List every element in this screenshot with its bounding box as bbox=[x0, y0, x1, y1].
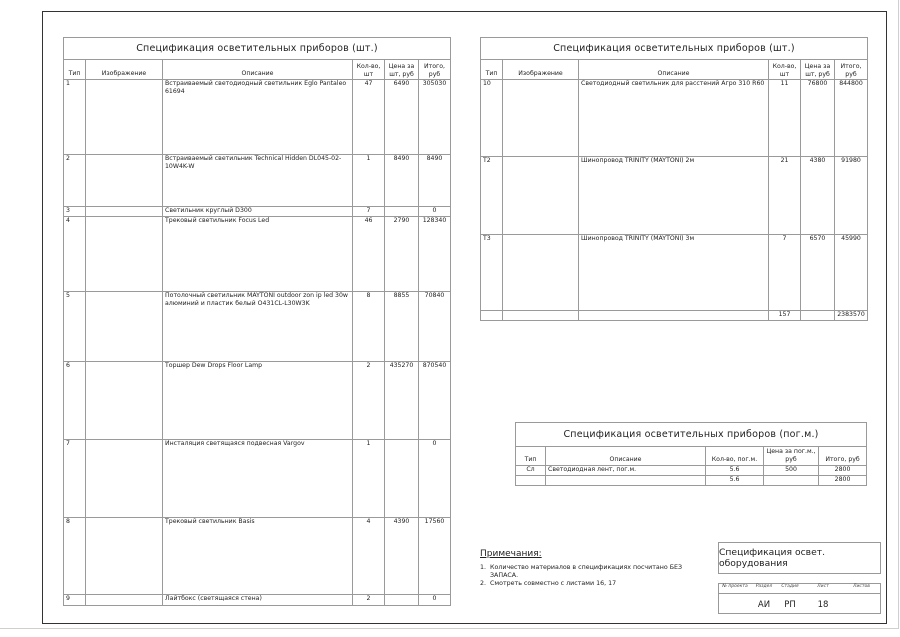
row-total: 8490 bbox=[419, 155, 451, 207]
notes-title: Примечания: bbox=[480, 549, 542, 559]
row-type: 10 bbox=[481, 80, 503, 157]
row-type: T2 bbox=[481, 157, 503, 235]
row-type: 9 bbox=[64, 595, 86, 606]
row-total: 305030 bbox=[419, 80, 451, 155]
row-image bbox=[503, 80, 579, 157]
row-type: 8 bbox=[64, 518, 86, 595]
row-description: Инсталяция светящаяся подвесная Vargov bbox=[163, 440, 353, 518]
totals-row bbox=[516, 476, 867, 486]
totals-row bbox=[481, 311, 868, 321]
row-description: Встраиваемый светильник Technical Hidden DL045-02-10W4K-W bbox=[163, 155, 353, 207]
left-spec-table bbox=[63, 37, 451, 606]
row-qty: 8 bbox=[353, 292, 385, 362]
header-total: Итого, руб bbox=[819, 447, 867, 466]
row-price bbox=[385, 595, 419, 606]
stamp-header-section: Раздел bbox=[755, 584, 773, 589]
table-row bbox=[64, 80, 451, 155]
header-description: Описание bbox=[546, 447, 706, 466]
header-total: Итого, руб bbox=[419, 60, 451, 80]
table-row bbox=[481, 80, 868, 157]
row-description: Трековый светильник Focus Led bbox=[163, 217, 353, 292]
table-row bbox=[481, 235, 868, 311]
linear-table-title: Спецификация осветительных приборов (пог.м.) bbox=[516, 423, 867, 447]
header-image: Изображение bbox=[503, 60, 579, 80]
stamp-value-sheet: 18 bbox=[817, 599, 829, 610]
row-description: Трековый светильник Basis bbox=[163, 518, 353, 595]
row-image bbox=[86, 362, 163, 440]
note-number: 2. bbox=[480, 580, 487, 587]
total-qty: 5.6 bbox=[706, 476, 764, 486]
row-image bbox=[86, 217, 163, 292]
row-price: 4380 bbox=[801, 157, 835, 235]
row-type: 2 bbox=[64, 155, 86, 207]
row-price: 4390 bbox=[385, 518, 419, 595]
row-image bbox=[503, 157, 579, 235]
empty-cell bbox=[546, 476, 706, 486]
row-description: Торшер Dew Drops Floor Lamp bbox=[163, 362, 353, 440]
header-qty: Кол-во, шт bbox=[353, 60, 385, 80]
header-price: Цена за пог.м., руб bbox=[764, 447, 819, 466]
row-price bbox=[385, 207, 419, 217]
stamp-header-stage: Стадия bbox=[781, 584, 799, 589]
row-description: Светодиодный светильник для расстений Агро 310 R60 bbox=[579, 80, 769, 157]
row-qty: 46 bbox=[353, 217, 385, 292]
empty-cell bbox=[503, 311, 579, 321]
row-qty: 47 bbox=[353, 80, 385, 155]
table-row bbox=[64, 207, 451, 217]
header-description: Описание bbox=[579, 60, 769, 80]
row-description: Потолочный светильник MAYTONI outdoor zon ip led 30w алюминий и пластик белый O431CL-L30W3K bbox=[163, 292, 353, 362]
row-price bbox=[385, 440, 419, 518]
row-price: 2790 bbox=[385, 217, 419, 292]
row-description: Светильник круглый D300 bbox=[163, 207, 353, 217]
empty-cell bbox=[516, 476, 546, 486]
row-image bbox=[86, 440, 163, 518]
table-row bbox=[64, 155, 451, 207]
row-type: 3 bbox=[64, 207, 86, 217]
table-row bbox=[64, 362, 451, 440]
row-total: 0 bbox=[419, 207, 451, 217]
stamp-header-row bbox=[719, 584, 880, 594]
row-total: 70840 bbox=[419, 292, 451, 362]
header-type: Тип bbox=[64, 60, 86, 80]
grand-total: 2800 bbox=[819, 476, 867, 486]
grand-total: 2383570 bbox=[835, 311, 868, 321]
note-text: Смотреть совместно с листами 16, 17 bbox=[490, 580, 617, 587]
stamp-header-sheet: Лист bbox=[817, 584, 829, 589]
right-table-title: Спецификация осветительных приборов (шт.) bbox=[481, 38, 868, 60]
row-total: 870540 bbox=[419, 362, 451, 440]
row-price: 8490 bbox=[385, 155, 419, 207]
row-description: Светодиодная лент, пог.м. bbox=[546, 466, 706, 476]
row-price: 76800 bbox=[801, 80, 835, 157]
header-price: Цена за шт, руб bbox=[801, 60, 835, 80]
row-type: 1 bbox=[64, 80, 86, 155]
header-qty: Кол-во, пог.м. bbox=[706, 447, 764, 466]
row-total: 91980 bbox=[835, 157, 868, 235]
table-row bbox=[64, 292, 451, 362]
row-image bbox=[86, 155, 163, 207]
total-qty: 157 bbox=[769, 311, 801, 321]
header-type: Тип bbox=[481, 60, 503, 80]
table-row bbox=[64, 595, 451, 606]
row-qty: 1 bbox=[353, 155, 385, 207]
table-row bbox=[516, 466, 867, 476]
row-image bbox=[503, 235, 579, 311]
row-total: 17560 bbox=[419, 518, 451, 595]
header-total: Итого, руб bbox=[835, 60, 868, 80]
row-price: 8855 bbox=[385, 292, 419, 362]
note-item bbox=[480, 580, 710, 588]
row-image bbox=[86, 292, 163, 362]
stamp-value-stage: РП bbox=[784, 599, 796, 610]
row-qty: 5.6 bbox=[706, 466, 764, 476]
row-total: 844800 bbox=[835, 80, 868, 157]
row-price: 6570 bbox=[801, 235, 835, 311]
row-total: 2800 bbox=[819, 466, 867, 476]
left-table-title: Спецификация осветительных приборов (шт.) bbox=[64, 38, 451, 60]
row-qty: 11 bbox=[769, 80, 801, 157]
row-total: 45990 bbox=[835, 235, 868, 311]
row-qty: 4 bbox=[353, 518, 385, 595]
row-type: T3 bbox=[481, 235, 503, 311]
table-row bbox=[481, 157, 868, 235]
row-description: Встраиваемый светодиодный светильник Eglo Pantaleo 61694 bbox=[163, 80, 353, 155]
row-qty: 7 bbox=[769, 235, 801, 311]
note-number: 1. bbox=[480, 564, 487, 571]
row-qty: 2 bbox=[353, 595, 385, 606]
header-type: Тип bbox=[516, 447, 546, 466]
row-price: 435270 bbox=[385, 362, 419, 440]
row-image bbox=[86, 518, 163, 595]
row-price: 500 bbox=[764, 466, 819, 476]
row-type: 5 bbox=[64, 292, 86, 362]
table-row bbox=[64, 217, 451, 292]
note-text: Количество материалов в спецификациях посчитано БЕЗ ЗАПАСА. bbox=[490, 564, 683, 579]
table-row bbox=[64, 440, 451, 518]
header-qty: Кол-во, шт bbox=[769, 60, 801, 80]
header-description: Описание bbox=[163, 60, 353, 80]
notes-section bbox=[480, 549, 710, 588]
row-qty: 21 bbox=[769, 157, 801, 235]
row-qty: 1 bbox=[353, 440, 385, 518]
table-row bbox=[64, 518, 451, 595]
empty-cell bbox=[481, 311, 503, 321]
stamp-value-row bbox=[719, 594, 880, 615]
empty-cell bbox=[801, 311, 835, 321]
row-type: 4 bbox=[64, 217, 86, 292]
row-image bbox=[86, 80, 163, 155]
stamp-title: Спецификация освет. оборудования bbox=[718, 542, 881, 574]
row-qty: 2 bbox=[353, 362, 385, 440]
row-type: 6 bbox=[64, 362, 86, 440]
linear-spec-table bbox=[515, 422, 867, 486]
right-spec-table bbox=[480, 37, 868, 321]
empty-cell bbox=[579, 311, 769, 321]
row-image bbox=[86, 595, 163, 606]
header-image: Изображение bbox=[86, 60, 163, 80]
row-type: Сл bbox=[516, 466, 546, 476]
row-total: 128340 bbox=[419, 217, 451, 292]
row-price: 6490 bbox=[385, 80, 419, 155]
stamp-header-sheets: Листов bbox=[853, 584, 870, 589]
row-description: Шинопровод TRINITY (MAYTONI) 3м bbox=[579, 235, 769, 311]
stamp-value-section: АИ bbox=[757, 599, 771, 610]
stamp-header-project: № проекта bbox=[722, 584, 748, 589]
row-total: 0 bbox=[419, 595, 451, 606]
row-qty: 7 bbox=[353, 207, 385, 217]
note-item bbox=[480, 564, 710, 580]
row-description: Лайтбокс (светящаяся стена) bbox=[163, 595, 353, 606]
row-description: Шинопровод TRINITY (MAYTONI) 2м bbox=[579, 157, 769, 235]
row-image bbox=[86, 207, 163, 217]
header-price: Цена за шт, руб bbox=[385, 60, 419, 80]
row-type: 7 bbox=[64, 440, 86, 518]
stamp-grid bbox=[718, 583, 881, 614]
row-total: 0 bbox=[419, 440, 451, 518]
empty-cell bbox=[764, 476, 819, 486]
